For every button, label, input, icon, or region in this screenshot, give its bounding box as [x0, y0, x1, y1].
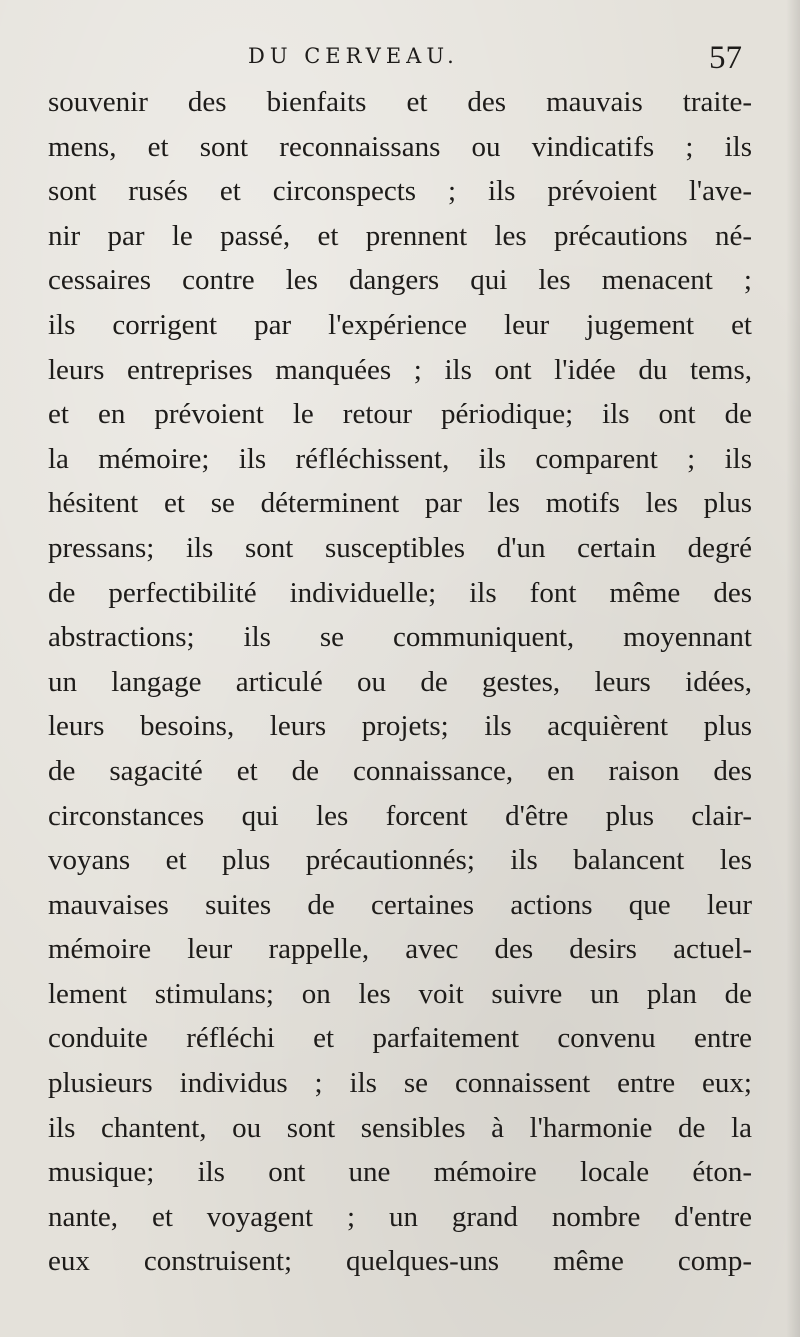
- text-line: nante, et voyagent ; un grand nombre d'entre: [48, 1200, 752, 1233]
- text-line: eux construisent; quelques-uns même comp-: [48, 1245, 752, 1278]
- text-line: leurs besoins, leurs projets; ils acquièrent plus: [48, 710, 752, 743]
- text-line: conduite réfléchi et parfaitement convenu entre: [48, 1022, 752, 1055]
- text-line: ils corrigent par l'expérience leur jugement et: [48, 308, 752, 341]
- text-line: souvenir des bienfaits et des mauvais traite-: [48, 86, 752, 118]
- text-line: un langage articulé ou de gestes, leurs idées,: [48, 665, 752, 698]
- text-line: sont rusés et circonspects ; ils prévoient l'ave-: [48, 175, 752, 208]
- text-line: pressans; ils sont susceptibles d'un certain degré: [48, 531, 752, 564]
- text-line: lement stimulans; on les voit suivre un plan de: [48, 977, 752, 1010]
- text-line: abstractions; ils se communiquent, moyennant: [48, 621, 752, 654]
- text-line: mémoire leur rappelle, avec des desirs actuel-: [48, 933, 752, 966]
- text-line: musique; ils ont une mémoire locale éton-: [48, 1156, 752, 1189]
- running-head: [0, 40, 800, 80]
- text-line: mauvaises suites de certaines actions que leur: [48, 888, 752, 921]
- text-line: nir par le passé, et prennent les précautions né-: [48, 219, 752, 252]
- text-line: de perfectibilité individuelle; ils font même des: [48, 576, 752, 609]
- text-line: la mémoire; ils réfléchissent, ils comparent ; ils: [48, 442, 752, 475]
- body-text: [48, 80, 752, 1284]
- text-line: hésitent et se déterminent par les motifs les plus: [48, 487, 752, 520]
- text-line: mens, et sont reconnaissans ou vindicatifs ; ils: [48, 130, 752, 163]
- page-number: 57: [709, 40, 742, 76]
- text-line: plusieurs individus ; ils se connaissent entre eux;: [48, 1067, 752, 1100]
- running-title: DU CERVEAU.: [248, 44, 459, 68]
- text-line: cessaires contre les dangers qui les menacent ;: [48, 264, 752, 297]
- text-line: et en prévoient le retour périodique; ils ont de: [48, 398, 752, 431]
- text-line: de sagacité et de connaissance, en raison des: [48, 754, 752, 787]
- text-line: leurs entreprises manquées ; ils ont l'idée du tems,: [48, 353, 752, 386]
- text-line: ils chantent, ou sont sensibles à l'harmonie de la: [48, 1111, 752, 1144]
- text-line: circonstances qui les forcent d'être plus clair-: [48, 799, 752, 832]
- text-line: voyans et plus précautionnés; ils balancent les: [48, 844, 752, 877]
